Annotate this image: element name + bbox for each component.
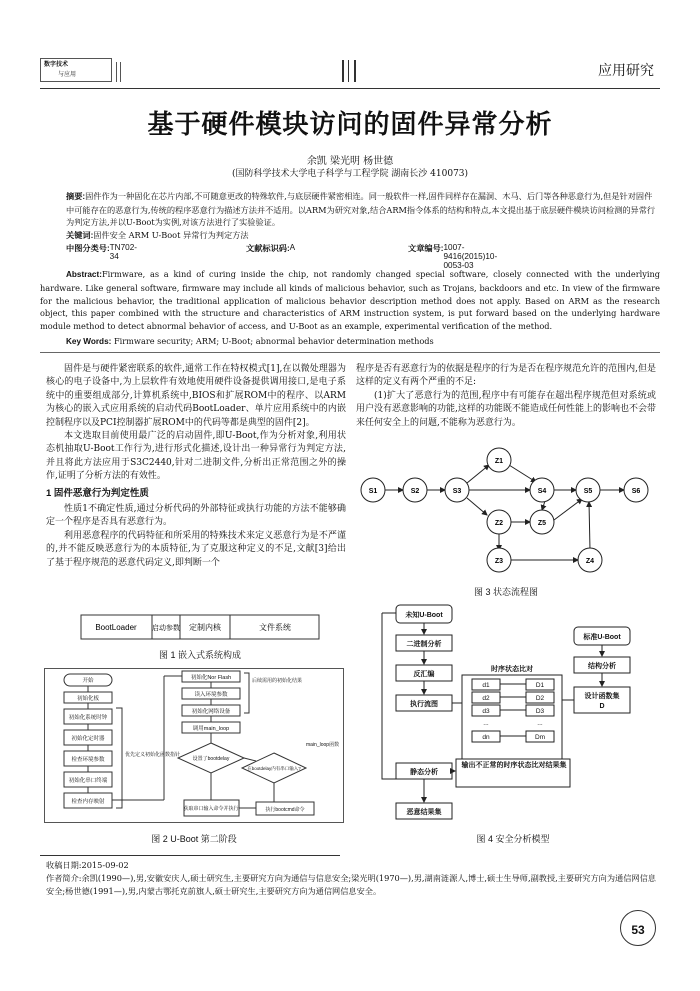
fig4-mismatch: 输出不正常的时序状态比对结果集	[461, 762, 567, 769]
page-number-badge	[620, 910, 656, 946]
paragraph: 固件是与硬件紧密联系的软件,通常工作在特权模式[1],在以微处理器为核心的电子设备中,为上层软件有效地使用硬件设备提供调用接口,是电子系统中的重要组成部分,计算机系统中,BIOS和扩展ROM中的程序、以ARM为核心的嵌入式应用系统的启动代码BootLoader、单片应用系统中的内嵌控制程序以及PCI控制器扩展ROM中的代码等都是典型的固件[2]。	[46, 364, 346, 428]
fig4-design-d: D	[599, 703, 605, 710]
fig2-decision1: 设置了bootdelay	[192, 756, 230, 762]
state-z2: Z2	[494, 520, 504, 527]
fig4-unknown-uboot: 未知U-Boot	[405, 612, 443, 619]
fig2-right-note: 后续需用的初始化结果	[252, 678, 303, 684]
fig2-box: 初始化串口终端	[68, 778, 108, 784]
fig4-d-left: ...	[483, 720, 489, 727]
fig2-rbox: 初始化网络设备	[191, 709, 231, 715]
article-no-label: 文章编号:	[408, 244, 444, 253]
keywords-en: Firmware security; ARM; U-Boot; abnormal behavior determination methods	[113, 336, 434, 346]
header-bars	[340, 60, 360, 82]
paragraph: (1)扩大了恶意行为的范围,程序中有可能存在超出程序规范但对系统或用户没有恶意影响的功能,这样的功能既不能造成任何性能上的影响也不会带来任何安全上的问题,不能称为恶意行为。	[356, 390, 656, 428]
figure-2-diagram	[44, 668, 344, 823]
abstract-label: 摘要:	[66, 192, 86, 201]
state-s4: S4	[537, 488, 547, 495]
fig4-d-left: d1	[482, 682, 490, 689]
fig4-standard-uboot: 标准U-Boot	[583, 634, 621, 641]
fig2-box: 检查环境参数	[71, 757, 105, 763]
fig4-result: 恶意结果集	[406, 809, 442, 816]
state-s2: S2	[410, 488, 420, 495]
received-date: 收稿日期:2015-09-02	[46, 860, 129, 870]
fig4-d-right: D2	[535, 695, 545, 702]
abstract-en-text: Firmware, as a kind of curing inside the chip, not randomly changed special software, closely connected with the underlying hardware. Like general software, firmware may include all kinds of malicious behavior, such as Trojans, backdoors and etc. In view of the firmware for the malicious behavior, the traditional application of malicious behavior description method does not apply. Based on ARM as the research object, this paper combined with the structure and characteristics of ARM instruction system, is put forward based on the underlying hardware module method to detect abnormal behavior of access, and U-Boot as an example, experimental verification of the method.	[40, 269, 660, 332]
keywords-cn: 固件安全 ARM U-Boot 异常行为判定方法	[93, 229, 249, 240]
left-column-text	[46, 363, 346, 570]
paragraph: 利用恶意程序的代码特征和所采用的特殊技术来定义恶意行为是不严谨的,并不能反映恶意行为的本质特征,为了克服这种定义的不足,文献[3]给出了基于程序规范的恶意代码定义,即判断一个	[46, 530, 346, 568]
fig4-binary: 二进制分析	[406, 641, 442, 648]
fig2-bracket-note: 优先定义初始化函数指针	[125, 752, 181, 758]
abstract-en	[40, 268, 660, 333]
journal-logo-box	[40, 58, 112, 82]
state-z3: Z3	[494, 558, 504, 565]
keywords-en-row	[66, 336, 656, 346]
right-column-text	[356, 363, 656, 430]
abstract-cn-text: 固件作为一种固化在芯片内部,不可随意更改的特殊软件,与底层硬件紧密相连。同一般软件一样,固件同样存在漏洞、木马、后门等各种恶意行为,但是针对固件中可能存在的恶意行为,传统的程序恶意行为描述方法并不适用。以ARM为研究对象,结合ARM指令体系的结构和特点,本文提出基于底层硬件模块访问检测的异常行为判定方法,并以U-Boot为实例,对该方法进行了实验验证。	[66, 191, 656, 227]
paragraph: 程序是否有恶意行为的依据是程序的行为是否在程序规范允许的范围内,但是这样的定义有两个严重的不足:	[356, 364, 656, 388]
doc-code-value: A	[289, 243, 296, 252]
header-rule	[40, 88, 660, 89]
clc-label: 中图分类号:	[66, 244, 110, 253]
figure-3-caption: 图 3 状态流程图	[473, 587, 538, 597]
fig4-flowchart: 执行流图	[410, 701, 438, 708]
figure-2-caption: 图 2 U-Boot 第二阶段	[151, 834, 237, 844]
authors: 余凯 梁光明 杨世德	[306, 156, 394, 167]
article-no-value: 1007-9416(2015)10-0053-03	[443, 243, 498, 270]
fig1-cell-fs: 文件系统	[259, 623, 291, 632]
clc-value: TN702-34	[109, 243, 137, 261]
figure-3-diagram	[356, 440, 656, 580]
fig4-d-left: d3	[482, 708, 490, 715]
figure-1-caption: 图 1 嵌入式系统构成	[158, 650, 241, 660]
footer-rule	[40, 855, 340, 856]
fig2-loop-label: main_loop函数	[306, 742, 340, 748]
affiliation: (国防科学技术大学电子科学与工程学院 湖南长沙 410073)	[231, 169, 469, 179]
fig2-rbox: 初始化Nor Flash	[190, 675, 232, 681]
state-z5: Z5	[537, 520, 547, 527]
state-z4: Z4	[585, 558, 595, 565]
abstract-en-label: Abstract:	[66, 270, 102, 279]
fig4-d-left: d2	[482, 695, 490, 702]
figure-4-diagram	[368, 603, 658, 827]
fig4-d-right: D1	[535, 682, 545, 689]
header-bars-left	[114, 62, 124, 82]
fig4-d-right: D3	[535, 708, 545, 715]
fig2-start: 开始	[82, 678, 94, 684]
page-number: 53	[631, 923, 645, 937]
fig1-cell-params: 启动参数	[152, 625, 180, 632]
fig2-box: 初始化板	[76, 696, 100, 702]
fig4-d-left: dn	[482, 734, 490, 741]
paragraph: 本文选取目前使用最广泛的启动固件,即U-Boot,作为分析对象,利用状态机抽取U-Boot工作行为,进行形式化描述,设计出一种异常行为判定方法,并且将此方法应用于S3C2440,针对二进制文件,分析出正常范围之外的操作,证明了分析方法的有效性。	[46, 431, 346, 482]
figure-1	[80, 612, 320, 642]
fig2-rbox: 读入环境参数	[194, 692, 228, 698]
fig4-d-right: ...	[537, 720, 543, 727]
figure-1-diagram	[80, 612, 320, 642]
figure-3	[356, 440, 656, 580]
fig2-box: 初始化定时器	[71, 736, 105, 742]
abstract-cn	[66, 190, 656, 242]
fig4-disasm: 反汇编	[413, 671, 435, 678]
section-heading: 1 固件恶意行为判定性质	[46, 487, 149, 499]
fig2-out-left: 获取串口输入命令并执行	[183, 806, 239, 812]
state-s5: S5	[583, 488, 593, 495]
figure-4-caption: 图 4 安全分析模型	[476, 834, 550, 844]
fig2-decision2: 在bootdelay内有串口输入?	[247, 766, 301, 771]
paper-title: 基于硬件模块访问的固件异常分析	[147, 110, 553, 140]
doc-code-label: 文献标识码:	[246, 244, 290, 253]
fig2-box: 检查内存映射	[71, 799, 105, 805]
journal-name-line2: 与应用	[58, 72, 77, 78]
journal-name-line1: 数字技术	[44, 62, 69, 68]
state-s3: S3	[452, 488, 462, 495]
figure-2	[44, 668, 344, 823]
fig2-rbox: 调用main_loop	[192, 726, 230, 732]
paragraph: 性质1不确定性质,通过分析代码的外部特征或执行功能的方法不能够确定一个程序是否具有恶意行为。	[46, 504, 346, 528]
fig1-cell-kernel: 定制内核	[189, 623, 221, 632]
fig4-struct: 结构分析	[588, 663, 616, 670]
fig4-design: 设计函数集	[584, 693, 620, 700]
figure-4	[368, 603, 658, 827]
fig4-static: 静态分析	[410, 769, 438, 776]
fig2-out-right: 执行bootcmd命令	[265, 807, 305, 813]
fig1-cell-bootloader: BootLoader	[95, 623, 137, 632]
state-s1: S1	[368, 488, 378, 495]
abstract-divider	[40, 352, 660, 353]
section-label: 应用研究	[598, 62, 654, 78]
state-z1: Z1	[494, 458, 504, 465]
fig4-d-right: Dm	[534, 734, 546, 741]
author-bio: 作者简介:余凯(1990—),男,安徽安庆人,硕士研究生,主要研究方向为通信与信息安全;梁光明(1970—),男,湖南涟源人,博士,硕士生导师,副教授,主要研究方向为通信网信息安全;杨世德(1991—),男,内蒙古鄂托克前旗人,硕士研究生,主要研究方向为通信网信息安全。	[46, 873, 656, 896]
keywords-en-label: Key Words:	[66, 337, 112, 346]
state-s6: S6	[631, 488, 641, 495]
fig4-timing: 时序状态比对	[491, 666, 533, 673]
keywords-label: 关键词:	[66, 230, 94, 240]
fig2-box: 初始化系统时钟	[68, 715, 108, 721]
